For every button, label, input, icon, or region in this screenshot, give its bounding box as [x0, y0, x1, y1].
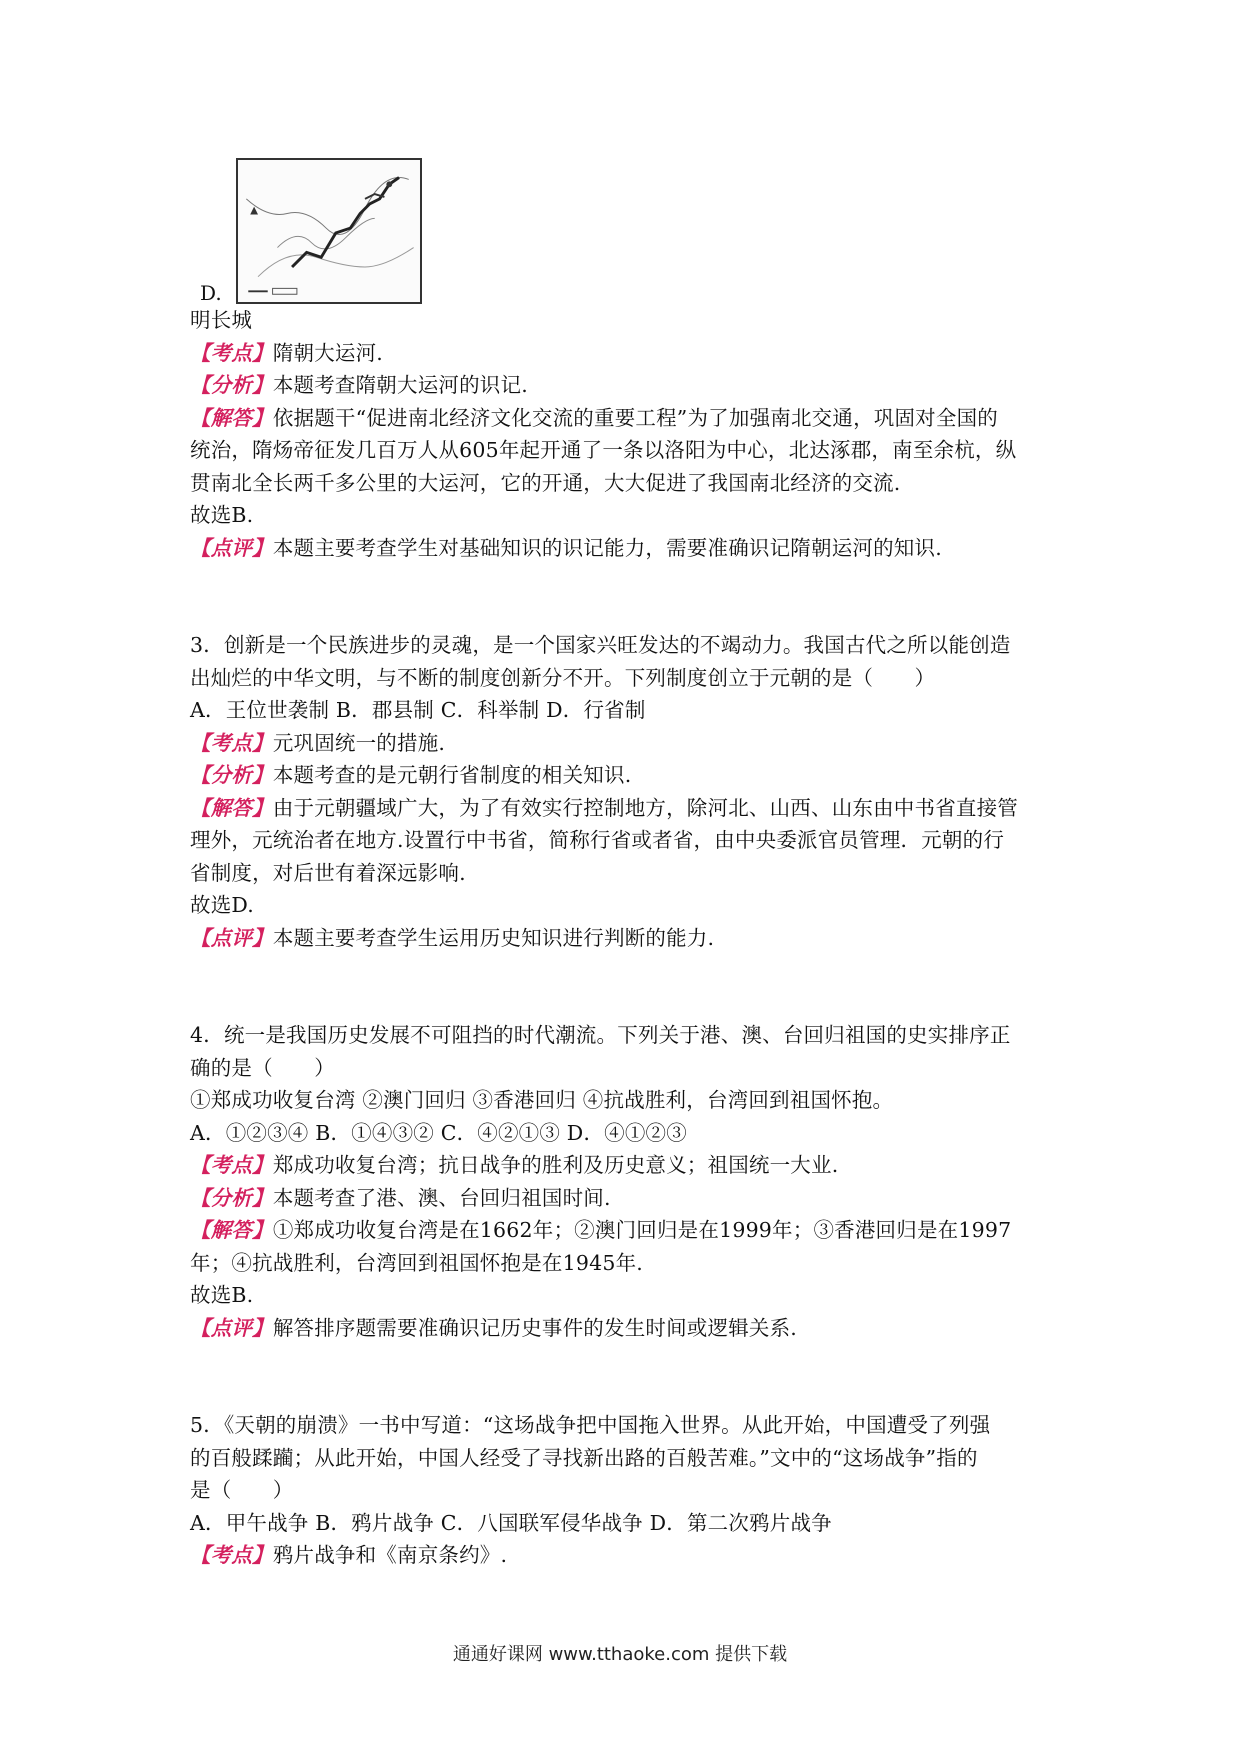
figure-caption: 明长城	[190, 308, 253, 332]
q4-jieda: 【解答】①郑成功收复台湾是在1662年；②澳门回归是在1999年；③香港回归是在1997	[190, 1218, 1012, 1242]
q2-dianping: 【点评】本题主要考查学生对基础知识的识记能力，需要准确识记隋朝运河的知识.	[190, 535, 942, 560]
q2-jieda-line: 统治，隋炀帝征发几百万人从605年起开通了一条以洛阳为中心，北达涿郡，南至余杭，纵	[190, 438, 1017, 462]
q4-stem: 确的是（ ）	[190, 1055, 335, 1080]
q4-jieda-line: 年；④抗战胜利，台湾回到祖国怀抱是在1945年.	[190, 1250, 643, 1275]
q3-dianping: 【点评】本题主要考查学生运用历史知识进行判断的能力.	[190, 925, 715, 950]
q3-stem: 出灿烂的中华文明，与不断的制度创新分不开。下列制度创立于元朝的是（ ）	[190, 665, 936, 690]
q5-stem: 5．《天朝的崩溃》一书中写道：“这场战争把中国拖入世界。从此开始，中国遭受了列强	[190, 1413, 991, 1437]
q4-fenxi: 【分析】本题考查了港、澳、台回归祖国时间.	[190, 1185, 611, 1210]
page-content	[190, 154, 1070, 1572]
q2-jieda-line: 贯南北全长两千多公里的大运河，它的开通，大大促进了我国南北经济的交流.	[190, 470, 901, 495]
q4-dianping: 【点评】解答排序题需要准确识记历史事件的发生时间或逻辑关系.	[190, 1315, 798, 1340]
q5-stem: 是（ ）	[190, 1478, 294, 1502]
q5-kaodian: 【考点】鸦片战争和《南京条约》.	[190, 1543, 508, 1567]
q2-kaodian: 【考点】隋朝大运河.	[190, 340, 384, 365]
q3-kaodian: 【考点】元巩固统一的措施.	[190, 730, 446, 755]
option-d-figure	[200, 154, 1070, 304]
q4-stem: 4．统一是我国历史发展不可阻挡的时代潮流。下列关于港、澳、台回归祖国的史实排序正	[190, 1023, 1011, 1047]
q5-stem: 的百般蹂躏；从此开始，中国人经受了寻找新出路的百般苦难。”文中的“这场战争”指的	[190, 1445, 978, 1470]
q3-jieda: 【解答】由于元朝疆域广大，为了有效实行控制地方，除河北、山西、山东由中书省直接管	[190, 795, 1019, 820]
great-wall-map-image	[236, 158, 422, 304]
q2-answer: 故选B.	[190, 503, 254, 527]
page-footer: 通通好课网 www.tthaoke.com 提供下载	[452, 1644, 788, 1665]
q3-jieda-line: 省制度，对后世有着深远影响.	[190, 860, 466, 885]
q2-jieda: 【解答】依据题干“促进南北经济文化交流的重要工程”为了加强南北交通，巩固对全国的	[190, 405, 998, 430]
q3-options: A．王位世袭制 B．郡县制 C．科举制 D．行省制	[190, 698, 646, 722]
q4-answer: 故选B.	[190, 1283, 254, 1307]
q3-fenxi: 【分析】本题考查的是元朝行省制度的相关知识.	[190, 763, 632, 787]
q4-kaodian: 【考点】郑成功收复台湾；抗日战争的胜利及历史意义；祖国统一大业.	[190, 1153, 839, 1177]
option-label: D.	[200, 281, 222, 305]
q5-options: A．甲午战争 B．鸦片战争 C．八国联军侵华战争 D．第二次鸦片战争	[190, 1510, 832, 1535]
q4-stem: ①郑成功收复台湾 ②澳门回归 ③香港回归 ④抗战胜利，台湾回到祖国怀抱。	[190, 1088, 894, 1112]
q4-options: A．①②③④ B．①④③② C．④②①③ D．④①②③	[190, 1120, 687, 1145]
q3-answer: 故选D.	[190, 893, 255, 917]
q3-stem: 3．创新是一个民族进步的灵魂，是一个国家兴旺发达的不竭动力。我国古代之所以能创造	[190, 633, 1011, 657]
q3-jieda-line: 理外，元统治者在地方.设置行中书省，简称行省或者省，由中央委派官员管理．元朝的行	[190, 828, 1005, 852]
q2-fenxi: 【分析】本题考查隋朝大运河的识记.	[190, 373, 528, 397]
